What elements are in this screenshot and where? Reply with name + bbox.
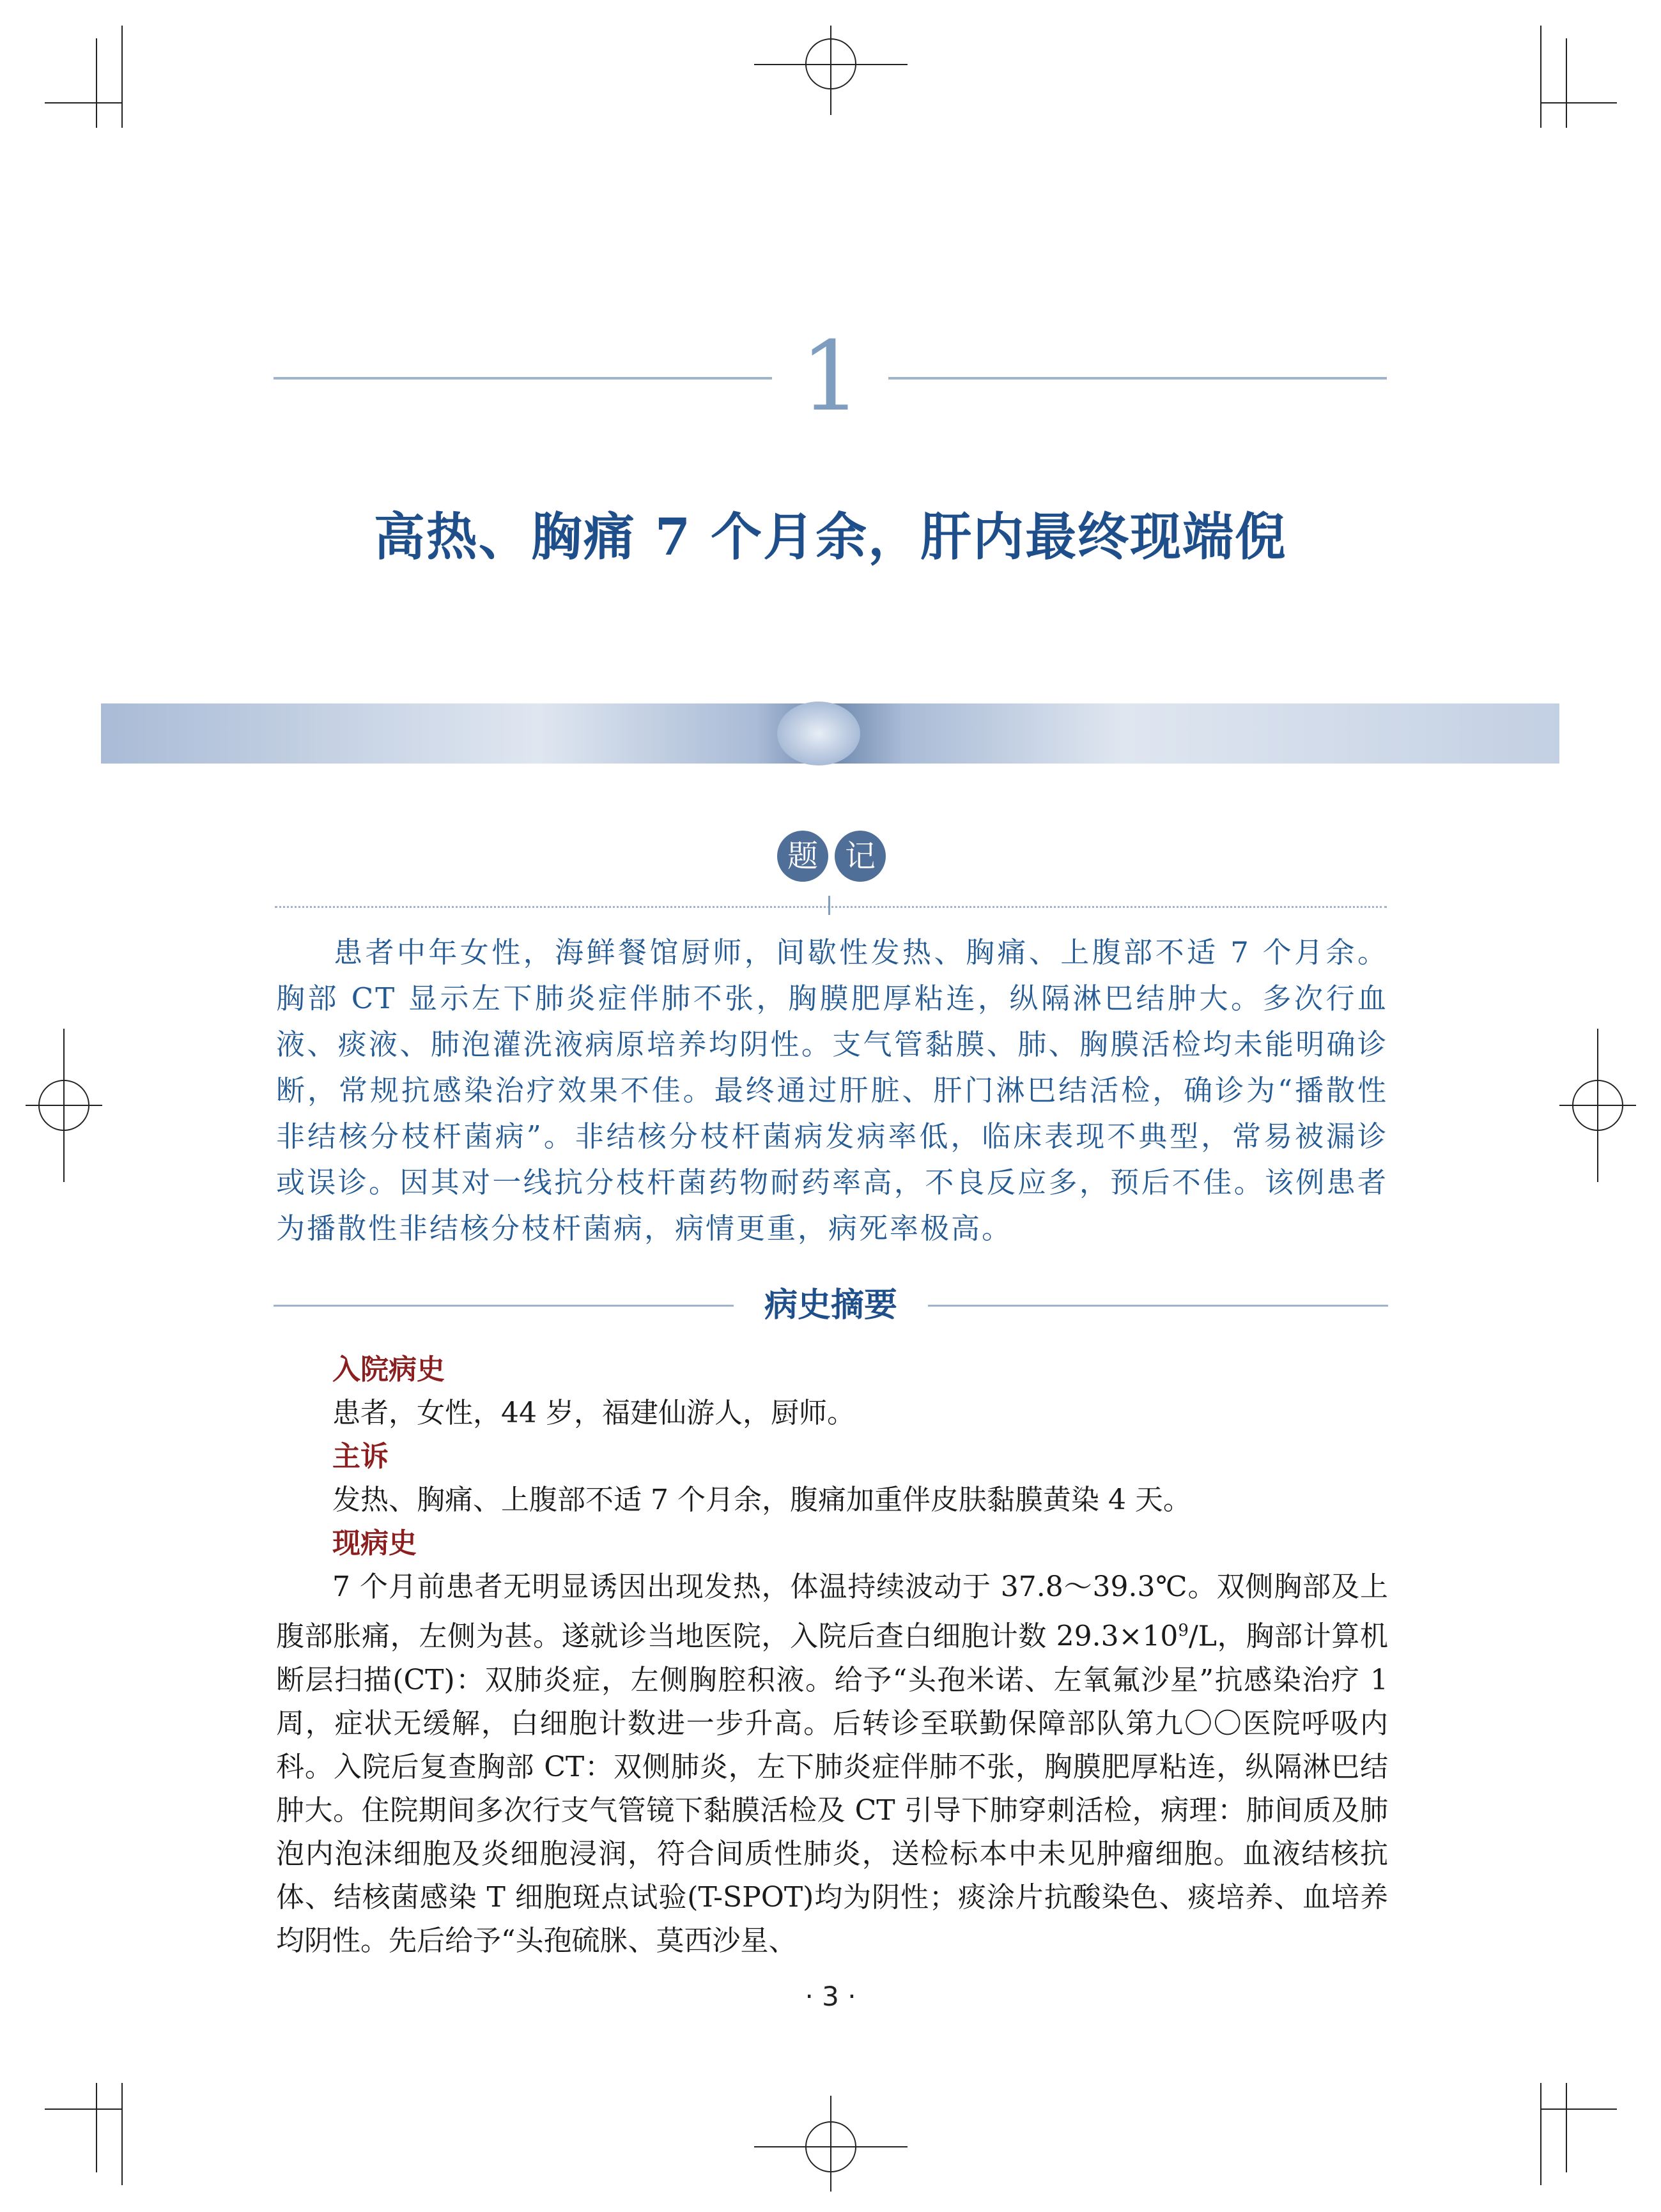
preface-text: 患者中年女性，海鲜餐馆厨师，间歇性发热、胸痛、上腹部不适 7 个月余。胸部 CT 显示左下肺炎症伴肺不张，胸膜肥厚粘连，纵隔淋巴结肿大。多次行血液、痰液、肺泡灌洗液病原培养均阴性。支气管黏膜、肺、胸膜活检均未能明确诊断，常规抗感染治疗效果不佳。最终通过肝脏、肝门淋巴结活检，确诊为“播散性非结核分枝杆菌病”。非结核分枝杆菌病发病率低，临床表现不典型，常易被漏诊或误诊。因其对一线抗分枝杆菌药物耐药率高，不良反应多，预后不佳。该例患者为播散性非结核分枝杆菌病，病情更重，病死率极高。 [276,935,1388,1245]
present-text-part: 7 个月前患者无明显诱因出现发热，体温持续波动于 37.8～39.3℃。双侧胸部及上腹部胀痛，左侧为甚。遂就诊当地医院，入院后查白细胞计数 29.3×10 [276,1571,1388,1653]
crop-mark [96,38,97,128]
crop-mark [1540,2108,1617,2110]
crop-mark [45,2108,121,2110]
section-heading: 病史摘要 [764,1286,897,1325]
crop-mark [830,26,831,115]
preface-divider [275,906,1387,908]
crop-mark [1540,2083,1541,2185]
complaint-text: 发热、胸痛、上腹部不适 7 个月余，腹痛加重伴皮肤黏膜黄染 4 天。 [332,1484,1191,1516]
admission-label: 入院病史 [332,1353,445,1386]
crop-mark [63,1029,65,1182]
crop-mark [121,2083,123,2185]
chapter-number: 1 [800,321,861,433]
crop-mark [45,102,121,104]
preface-badge-char: 记 [835,831,886,882]
ct-scan-emblem-icon [777,702,860,765]
complaint-label: 主诉 [332,1440,389,1473]
preface-badge-char: 题 [777,831,828,882]
page-number: · 3 · [805,1981,856,2012]
section-rule-right [928,1305,1388,1307]
present-text-part: /L，胸部计算机断层扫描(CT)：双肺炎症，左侧胸腔积液。给予“头孢米诺、左氧氟沙星”抗感染治疗 1 周，症状无缓解，白细胞计数进一步升高。后转诊至联勤保障部队第九〇〇医院呼吸内科。入院后复查胸部 CT：双侧肺炎，左下肺炎症伴肺不张，胸膜肥厚粘连，纵隔淋巴结肿大。住院期间多次行支气管镜下黏膜活检及 CT 引导下肺穿刺活检，病理：肺间质及肺泡内泡沫细胞及炎细胞浸润，符合间质性肺炎，送检标本中未见肿瘤细胞。血液结核抗体、结核菌感染 T 细胞斑点试验(T-SPOT)均为阴性；痰涂片抗酸染色、痰培养、血培养均阴性。先后给予“头孢硫脒、莫西沙星、 [276,1620,1388,1957]
exponent: 9 [1178,1621,1189,1640]
chapter-rule-right [888,377,1387,380]
section-rule-left [274,1305,734,1307]
crop-mark [1597,1029,1598,1182]
crop-mark [830,2096,831,2192]
present-illness-text [276,1565,1388,1963]
chapter-title: 高热、胸痛 7 个月余，肝内最终现端倪 [373,507,1288,567]
preface-badge [777,831,886,884]
crop-mark [1566,38,1567,128]
crop-mark [96,2083,97,2172]
crop-mark [1540,26,1541,128]
present-illness-label: 现病史 [332,1527,417,1560]
preface-divider-tick [828,896,830,915]
crop-mark [121,26,123,128]
crop-mark [1566,2083,1567,2172]
crop-mark [1540,102,1617,104]
admission-text: 患者，女性，44 岁，福建仙游人，厨师。 [332,1397,855,1429]
chapter-rule-left [274,377,772,380]
history-content [276,1348,1388,1963]
